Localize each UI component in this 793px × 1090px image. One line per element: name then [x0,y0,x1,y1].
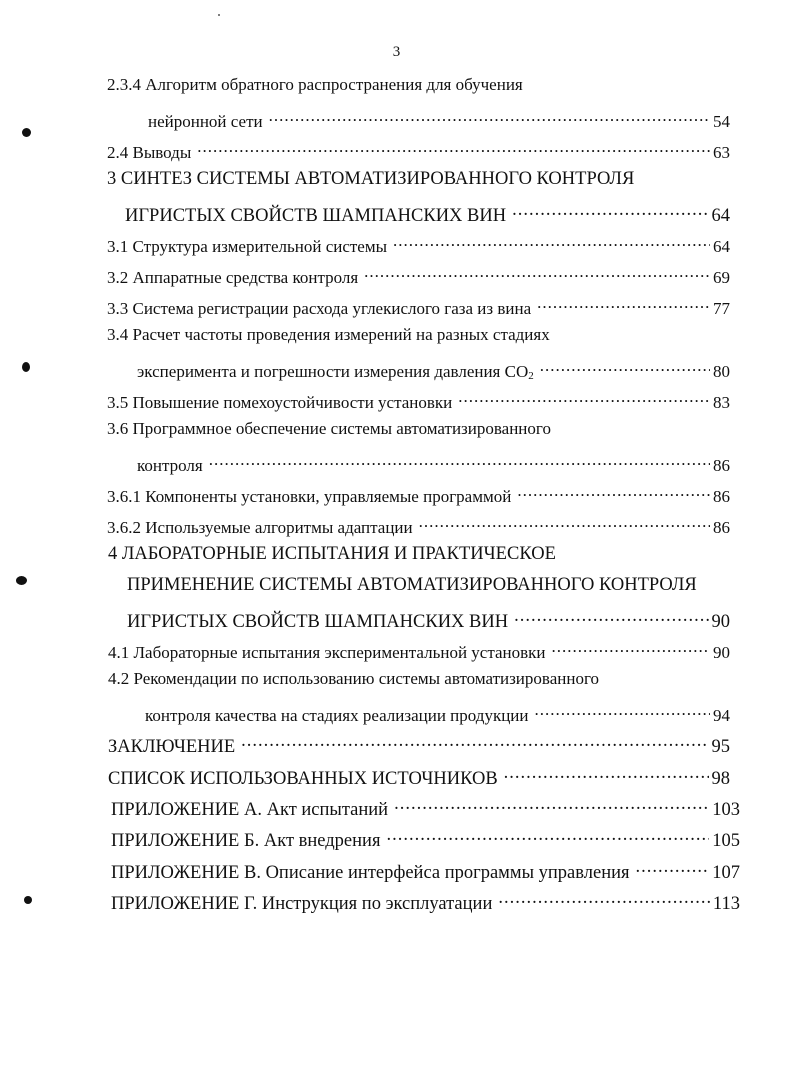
toc-entry [107,230,730,256]
toc-entry-page: 54 [713,112,730,131]
dot-leader [537,292,710,314]
toc-entry [107,136,730,162]
toc-entry-title: 2.3.4 Алгоритм обратного распространения для обучения [107,75,523,94]
toc-entry [107,292,730,318]
toc-entry [108,762,730,789]
toc-entry-title: 2.4 Выводы [107,143,192,162]
toc-entry [107,261,730,287]
toc-entry-subscript: 2 [528,370,534,382]
toc-entry-title: 3.6.2 Используемые алгоритмы адаптации [107,518,413,537]
toc-entry-page: 90 [711,612,730,632]
dot-leader [512,199,708,221]
toc-entry [107,511,730,537]
toc-entry-title: 3.4 Расчет частоты проведения измерений на разных стадиях [107,325,550,344]
dot-leader [269,105,710,127]
toc-entry [107,74,523,96]
dot-leader [393,230,710,252]
toc-entry [125,199,730,226]
toc-entry-page: 90 [713,643,730,662]
toc-entry-page: 105 [712,831,740,851]
dot-leader [197,136,710,158]
toc-entry-page: 86 [713,487,730,506]
toc-entry [111,793,740,820]
toc-entry-page: 63 [713,143,730,162]
toc-entry-title: 3 СИНТЕЗ СИСТЕМЫ АВТОМАТИЗИРОВАННОГО КОНТРОЛЯ [107,169,635,189]
toc-entry-title: контроля качества на стадиях реализации продукции [145,706,529,725]
page-number: 3 [392,44,401,60]
toc-entry-page: 69 [713,268,730,287]
dot-leader [458,386,710,408]
toc-entry-title: ПРИЛОЖЕНИЕ Б. Акт внедрения [111,831,381,851]
toc-entry-title: ИГРИСТЫХ СВОЙСТВ ШАМПАНСКИХ ВИН [127,612,509,632]
toc-entry-title: 3.3 Система регистрации расхода углекислого газа из вина [107,299,532,318]
punch-mark [22,362,30,372]
toc-entry [107,386,730,412]
toc-entry-page: 83 [713,393,730,412]
toc-entry-page: 107 [712,863,740,883]
toc-entry [108,730,730,757]
toc-entry [107,324,550,346]
toc-entry-page: 95 [711,737,730,757]
scan-speck [218,14,220,16]
toc-entry-title: 4.1 Лабораторные испытания экспериментальной установки [108,643,546,662]
toc-entry-title: 4.2 Рекомендации по использованию системы автоматизированного [108,669,599,688]
dot-leader [364,261,710,283]
dot-leader [504,762,709,784]
dot-leader [514,605,708,627]
toc-entry [127,574,697,596]
toc-entry [107,168,634,190]
toc-entry-title: СПИСОК ИСПОЛЬЗОВАННЫХ ИСТОЧНИКОВ [108,769,498,789]
toc-entry [108,668,599,690]
dot-leader [540,355,710,377]
toc-entry [107,480,730,506]
toc-entry-page: 80 [713,362,730,381]
dot-leader [394,793,709,815]
toc-entry-title: 3.6.1 Компоненты установки, управляемые программой [107,487,512,506]
dot-leader [552,636,710,658]
toc-entry [148,105,730,131]
toc-entry-title: нейронной сети [148,112,263,131]
toc-entry-title: ЗАКЛЮЧЕНИЕ [108,737,236,757]
toc-entry-title: ПРИЛОЖЕНИЕ В. Описание интерфейса программы управления [111,863,630,883]
toc-entry-title: 4 ЛАБОРАТОРНЫЕ ИСПЫТАНИЯ И ПРАКТИЧЕСКОЕ [108,544,556,564]
toc-entry [145,699,730,725]
toc-entry-title: 3.5 Повышение помехоустойчивости установки [107,393,453,412]
toc-entry-page: 64 [711,206,730,226]
toc-entry [137,449,730,475]
toc-entry [111,887,740,914]
dot-leader [386,824,709,846]
toc-entry [127,605,730,632]
dot-leader [535,699,711,721]
toc-entry-page: 94 [713,706,730,725]
toc-entry-title: 3.2 Аппаратные средства контроля [107,268,359,287]
dot-leader [419,511,710,533]
toc-entry-page: 77 [713,299,730,318]
toc-entry-title: ПРИМЕНЕНИЕ СИСТЕМЫ АВТОМАТИЗИРОВАННОГО КОНТРОЛЯ [127,575,697,595]
toc-entry-title: контроля [137,456,203,475]
toc-entry [111,824,740,851]
toc-entry [108,636,730,662]
toc-entry-page: 64 [713,237,730,256]
toc-entry-page: 98 [711,769,730,789]
toc-entry-title: эксперимента и погрешности измерения давления $CO_2$ [137,362,534,382]
toc-entry [137,355,730,382]
toc-entry-page: 86 [713,456,730,475]
punch-mark [22,128,31,137]
dot-leader [636,856,710,878]
toc-entry [107,418,551,440]
toc-entry [108,543,556,565]
dot-leader [209,449,710,471]
dot-leader [498,887,710,909]
toc-entry-page: 86 [713,518,730,537]
toc-entry-title: 3.1 Структура измерительной системы [107,237,388,256]
punch-mark [24,896,32,904]
toc-entry-page: 103 [712,800,740,820]
toc-entry-title: ИГРИСТЫХ СВОЙСТВ ШАМПАНСКИХ ВИН [125,206,507,226]
toc-entry-title: ПРИЛОЖЕНИЕ Г. Инструкция по эксплуатации [111,894,493,914]
toc-entry-title: 3.6 Программное обеспечение системы автоматизированного [107,419,551,438]
toc-entry-title: ПРИЛОЖЕНИЕ А. Акт испытаний [111,800,389,820]
toc-entry-page: 113 [712,894,740,914]
punch-mark [16,576,27,585]
dot-leader [241,730,708,752]
toc-entry [111,856,740,883]
dot-leader [517,480,710,502]
